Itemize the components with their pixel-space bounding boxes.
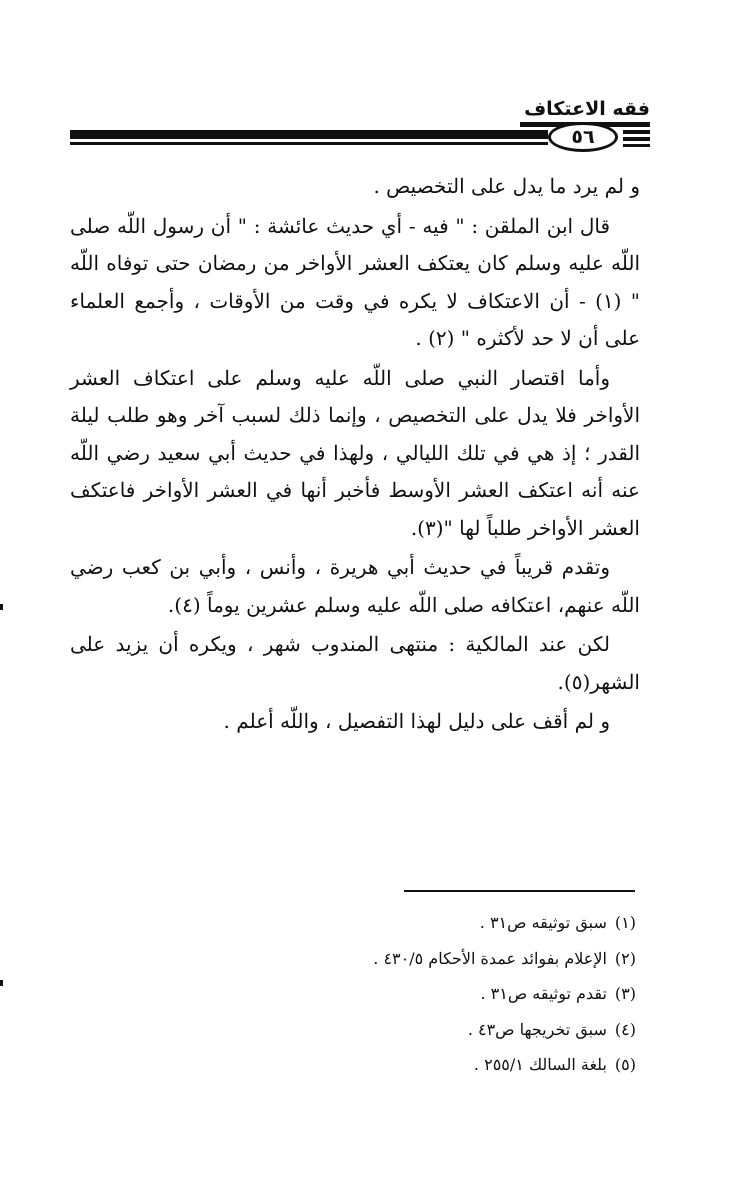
footnote: [70, 1047, 636, 1083]
footnote-text: سبق توثيقه ص٣١ .: [479, 913, 607, 932]
footnote-text: تقدم توثيقه ص٣١ .: [480, 984, 607, 1003]
paragraph: و لم أقف على دليل لهذا التفصيل ، واللّه أعلم .: [223, 709, 610, 733]
footnote-number: (٢): [614, 948, 636, 968]
header-rule-right: [623, 130, 650, 134]
paragraph: قال ابن الملقن : " فيه - أي حديث عائشة : " أن رسول اللّه صلى اللّه عليه وسلم كان يعتكف العشر الأواخر من رمضان حتى توفاه اللّه " (١) - أن الاعتكاف لا يكره في وقت من الأوقات ، وأجمع العلماء على أن لا حد لأكثره " (٢) .: [70, 213, 641, 350]
footnote-text: سبق تخريجها ص٤٣ .: [467, 1019, 607, 1039]
footnote: [70, 976, 636, 1012]
footnote: [70, 941, 636, 977]
page-header: [70, 98, 650, 156]
scan-edge-mark: [0, 604, 3, 610]
footnote: [70, 1012, 636, 1048]
paragraph: وتقدم قريباً في حديث أبي هريرة ، وأنس ، وأبي بن كعب رضي اللّه عنهم، اعتكافه صلى اللّه عليه وسلم عشرين يوماً (٤).: [70, 555, 640, 617]
paragraph: لكن عند المالكية : منتهى المندوب شهر ، ويكره أن يزيد على الشهر(٥).: [70, 632, 640, 694]
paragraph: وأما اقتصار النبي صلى اللّه عليه وسلم على اعتكاف العشر الأواخر فلا يدل على التخصيص ، وإنما ذلك لسبب آخر وهو طلب ليلة القدر ؛ إذ هي في تلك الليالي ، ولهذا في حديث أبي سعيد رضي اللّه عنه أنه اعتكف العشر الأوسط فأخبر أنها في العشر الأواخر فاعتكف العشر الأواخر طلباً لها "(٣).: [70, 365, 640, 540]
page-number: ٥٦: [548, 122, 618, 152]
footnote-text: الإعلام بفوائد عمدة الأحكام ٤٣٠/٥ .: [373, 948, 607, 968]
footnote-number: (٣): [614, 984, 636, 1003]
header-rule-thick: [70, 130, 548, 139]
footnote-separator: [404, 890, 635, 892]
footnote-number: (١): [614, 913, 636, 932]
header-rule-right: [623, 137, 650, 141]
footnote-number: (٤): [614, 1019, 636, 1039]
footnotes: [70, 905, 636, 1083]
footnote: [70, 905, 636, 941]
footnote-text: بلغة السالك ٢٥٥/١ .: [473, 1055, 607, 1074]
running-title: فقه الاعتكاف: [524, 98, 650, 120]
header-rule-right: [623, 144, 650, 147]
body-text: [70, 168, 640, 743]
paragraph: و لم يرد ما يدل على التخصيص .: [373, 174, 640, 198]
scan-edge-mark: [0, 980, 3, 986]
footnote-number: (٥): [614, 1055, 636, 1074]
header-rule-thin: [70, 142, 548, 145]
